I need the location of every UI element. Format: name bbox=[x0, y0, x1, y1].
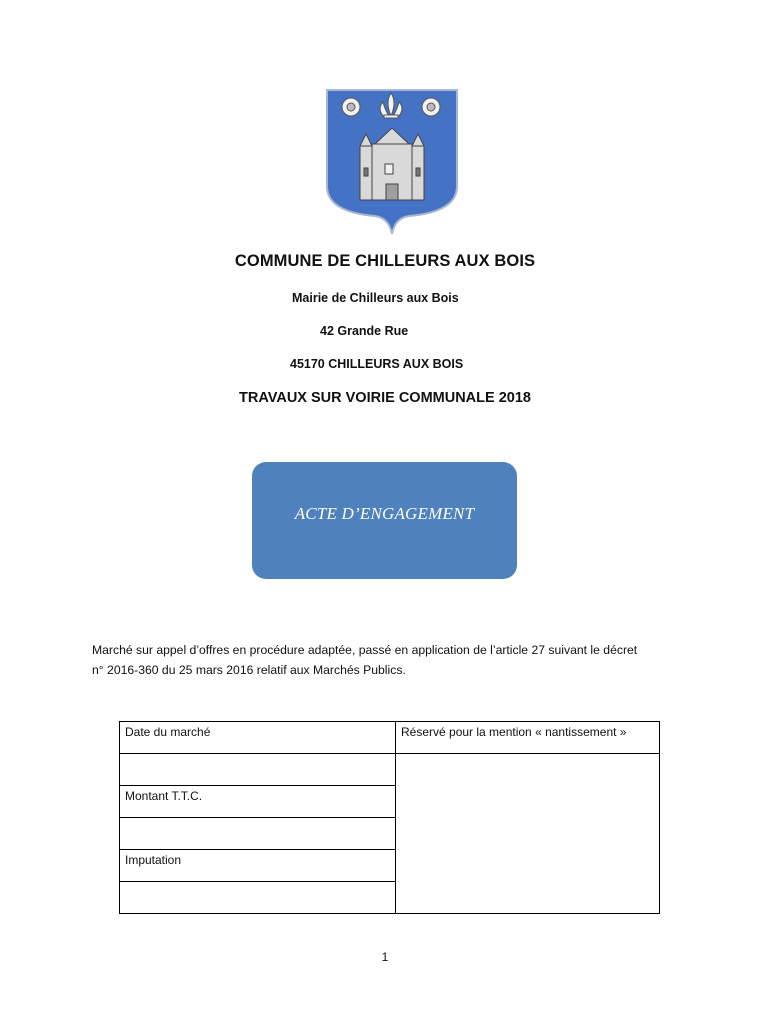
commune-title: COMMUNE DE CHILLEURS AUX BOIS bbox=[234, 252, 536, 270]
intro-paragraph bbox=[92, 640, 692, 680]
cell-date-label: Date du marché bbox=[120, 722, 396, 754]
works-title: TRAVAUX SUR VOIRIE COMMUNALE 2018 bbox=[239, 390, 531, 406]
cell-nantissement-area bbox=[396, 754, 660, 914]
mairie-name: Mairie de Chilleurs aux Bois bbox=[292, 291, 459, 305]
banner-label: ACTE D’ENGAGEMENT bbox=[294, 503, 475, 523]
street-address: 42 Grande Rue bbox=[320, 324, 409, 338]
page-number: 1 bbox=[381, 950, 389, 964]
postal-city: 45170 CHILLEURS AUX BOIS bbox=[290, 357, 464, 371]
acte-engagement-banner bbox=[252, 462, 517, 579]
intro-line-1: Marché sur appel d’offres en procédure adaptée, passé en application de l’article 27 suivant le décret bbox=[92, 643, 638, 657]
cell-date-value bbox=[120, 754, 396, 786]
intro-line-2: n° 2016-360 du 25 mars 2016 relatif aux Marchés Publics. bbox=[92, 663, 406, 677]
cell-imputation-value bbox=[120, 882, 396, 914]
cell-imputation-label: Imputation bbox=[120, 850, 396, 882]
cell-nantissement-header: Réservé pour la mention « nantissement » bbox=[396, 722, 660, 754]
coat-of-arms-icon bbox=[325, 88, 459, 234]
market-info-table bbox=[119, 721, 660, 914]
cell-montant-value bbox=[120, 818, 396, 850]
cell-montant-label: Montant T.T.C. bbox=[120, 786, 396, 818]
